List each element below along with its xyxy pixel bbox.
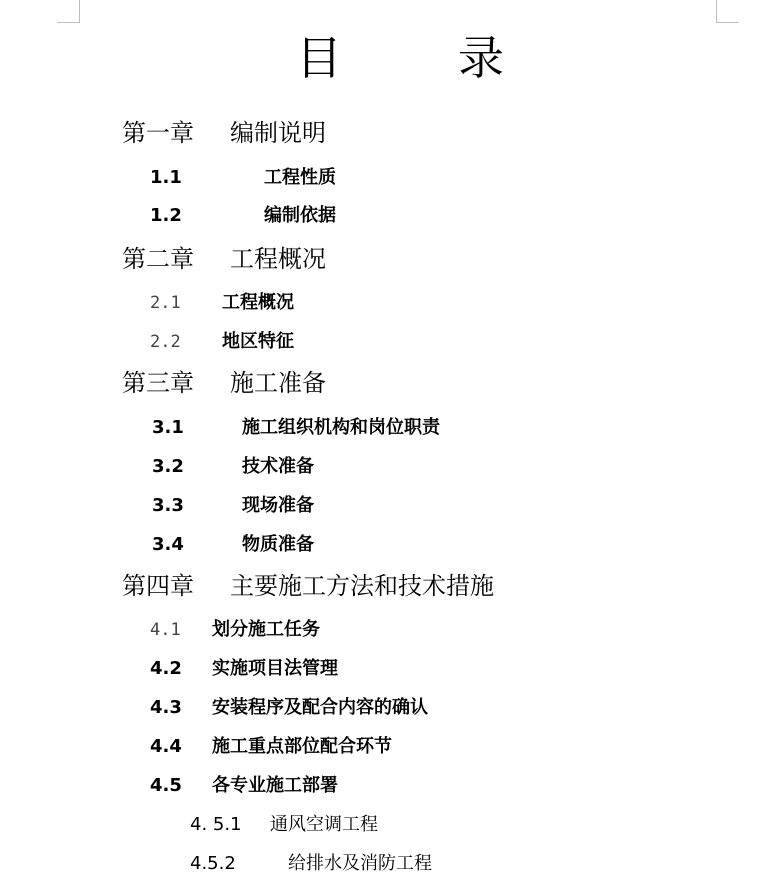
toc-section-title: 工程性质 — [264, 167, 336, 188]
page-title-char-1: 目 — [296, 31, 342, 85]
toc-section-title: 安装程序及配合内容的确认 — [212, 697, 428, 718]
toc-section-title: 施工组织机构和岗位职责 — [242, 417, 440, 438]
toc-section-number: 4.4 — [150, 736, 182, 757]
toc-section-number: 3.1 — [152, 417, 184, 438]
toc-chapter-number: 第二章 — [122, 245, 194, 273]
toc-section-number: 3.4 — [152, 534, 184, 555]
toc-section-title: 地区特征 — [222, 331, 294, 352]
toc-section-title: 技术准备 — [242, 456, 314, 477]
toc-section-number: 2.2 — [150, 332, 181, 352]
toc-chapter-number: 第四章 — [122, 572, 194, 600]
toc-subsection-number: 4.5.2 — [190, 853, 236, 874]
toc-chapter-title: 主要施工方法和技术措施 — [230, 572, 494, 600]
toc-chapter-title: 施工准备 — [230, 369, 326, 397]
toc-section-title: 编制依据 — [264, 205, 336, 226]
page-title-char-2: 录 — [458, 31, 504, 85]
toc-section-title: 现场准备 — [242, 495, 314, 516]
toc-section-number: 2.1 — [150, 293, 181, 313]
toc-section-number: 4.1 — [150, 620, 181, 640]
toc-section-title: 施工重点部位配合环节 — [212, 736, 392, 757]
toc-section-number: 3.3 — [152, 495, 184, 516]
toc-section-title: 工程概况 — [222, 292, 294, 313]
toc-chapter-title: 工程概况 — [230, 245, 326, 273]
toc-section-number: 1.2 — [150, 205, 182, 226]
toc-section-title: 划分施工任务 — [212, 619, 320, 640]
toc-section-number: 4.3 — [150, 697, 182, 718]
toc-subsection-title: 给排水及消防工程 — [288, 853, 432, 874]
toc-chapter-title: 编制说明 — [230, 119, 326, 147]
toc-section-number: 4.2 — [150, 658, 182, 679]
toc-section-number: 3.2 — [152, 456, 184, 477]
toc-chapter-number: 第三章 — [122, 369, 194, 397]
toc-subsection-title: 通风空调工程 — [270, 814, 378, 835]
toc-section-title: 物质准备 — [242, 534, 314, 555]
toc-section-title: 实施项目法管理 — [212, 658, 338, 679]
page-corner-mark-right — [716, 0, 739, 23]
toc-chapter-number: 第一章 — [122, 119, 194, 147]
page-corner-mark-left — [57, 0, 80, 23]
toc-section-number: 4.5 — [150, 775, 182, 796]
toc-section-number: 1.1 — [150, 167, 182, 188]
toc-section-title: 各专业施工部署 — [212, 775, 338, 796]
toc-subsection-number: 4. 5.1 — [190, 814, 242, 835]
